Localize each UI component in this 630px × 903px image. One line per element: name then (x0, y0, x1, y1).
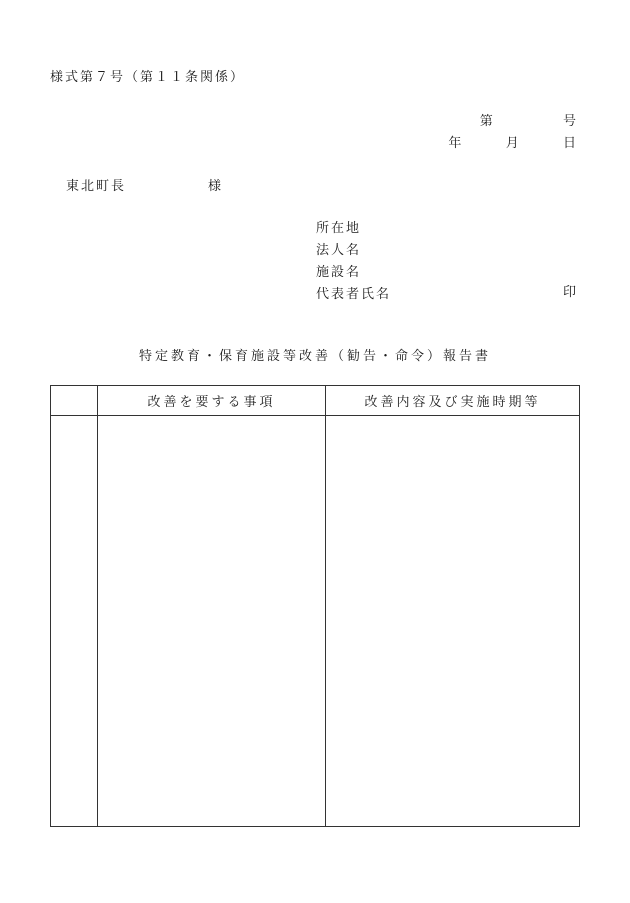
addressee-name: 東北町長 (66, 179, 127, 194)
document-number (480, 110, 578, 129)
table-row (51, 416, 580, 827)
location-label: 所在地 (316, 221, 362, 236)
seal-label: 印 (562, 285, 578, 300)
number-suffix: 号 (562, 114, 578, 129)
number-prefix: 第 (479, 114, 495, 129)
table-cell-improvements[interactable] (326, 416, 580, 827)
table-cell-index[interactable] (51, 416, 98, 827)
table-header-items: 改善を要する事項 (98, 386, 326, 416)
sender-block (316, 218, 391, 306)
date-year: 年 (448, 136, 464, 151)
addressee (66, 175, 223, 194)
representative-label: 代表者氏名 (316, 287, 392, 302)
addressee-honorific: 様 (208, 179, 224, 194)
report-table (50, 385, 580, 827)
table-cell-items[interactable] (98, 416, 326, 827)
corporation-label: 法人名 (316, 243, 362, 258)
date-day: 日 (562, 136, 578, 151)
table-header-row (51, 386, 580, 416)
document-title: 特定教育・保育施設等改善（勧告・命令）報告書 (138, 349, 491, 364)
facility-label: 施設名 (316, 265, 362, 280)
form-label: 様式第７号（第１１条関係） (50, 70, 246, 85)
table-header-improvements: 改善内容及び実施時期等 (326, 386, 580, 416)
document-date (448, 132, 578, 151)
table-header-index (51, 386, 98, 416)
date-month: 月 (505, 136, 521, 151)
